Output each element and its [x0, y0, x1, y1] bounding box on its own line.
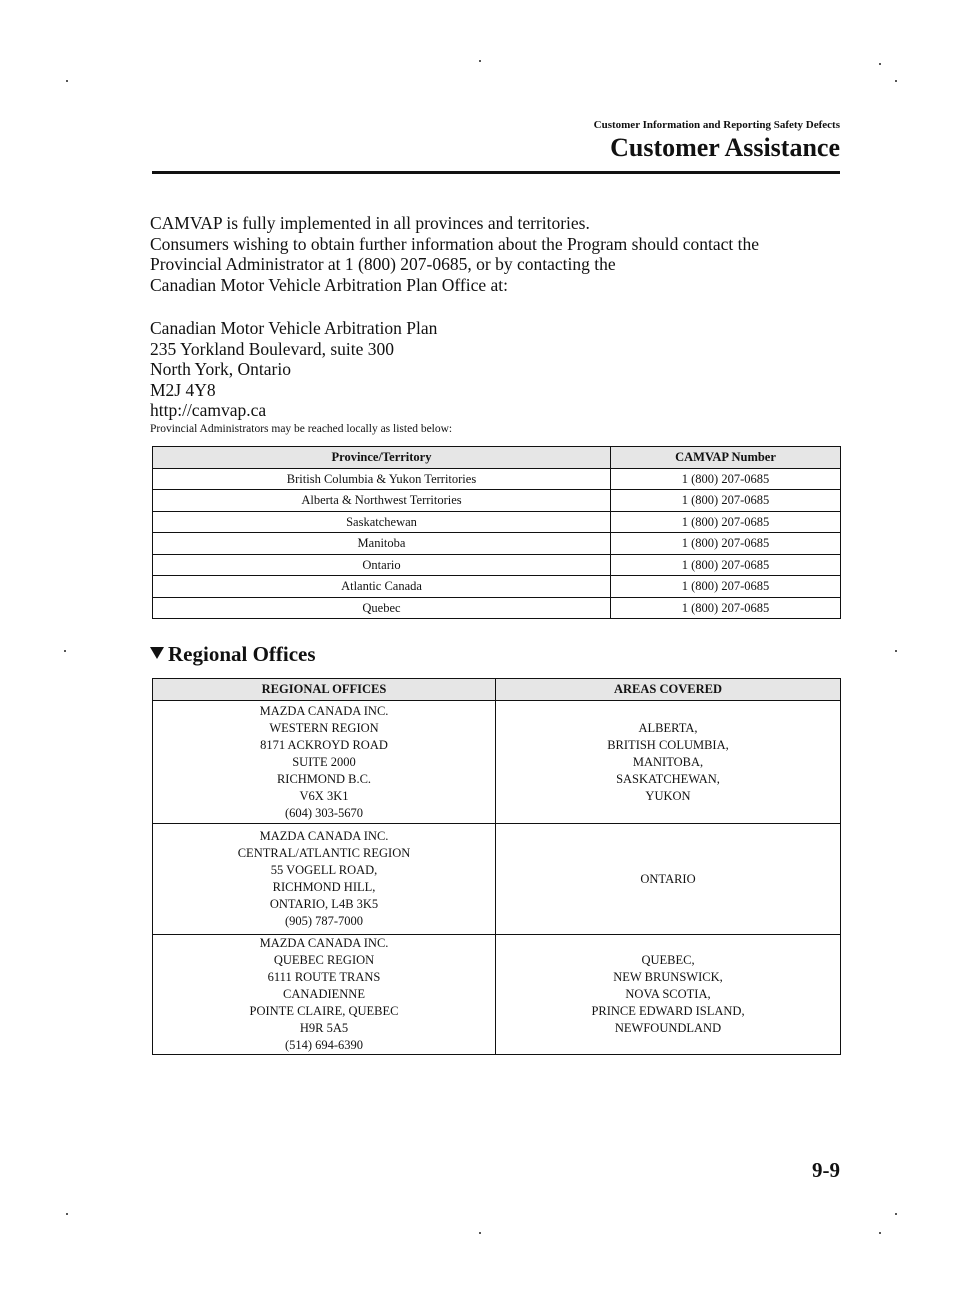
- areas-cell: ONTARIO: [496, 824, 841, 935]
- admin-note: Provincial Administrators may be reached locally as listed below:: [150, 423, 453, 435]
- crop-mark: [895, 650, 897, 652]
- province-cell: Alberta & Northwest Territories: [153, 490, 611, 512]
- province-cell: Manitoba: [153, 533, 611, 555]
- column-header: CAMVAP Number: [611, 447, 841, 469]
- column-header: REGIONAL OFFICES: [153, 679, 496, 701]
- intro-line: Canadian Motor Vehicle Arbitration Plan Office at:: [150, 274, 509, 295]
- crop-mark: [479, 60, 481, 62]
- phone-cell: 1 (800) 207-0685: [611, 533, 841, 555]
- province-cell: Saskatchewan: [153, 511, 611, 533]
- regional-offices-heading: [150, 642, 316, 667]
- crop-mark: [879, 63, 881, 65]
- crop-mark: [66, 1213, 68, 1215]
- intro-paragraph: [150, 213, 850, 295]
- phone-cell: 1 (800) 207-0685: [611, 576, 841, 598]
- areas-cell: QUEBEC, NEW BRUNSWICK, NOVA SCOTIA, PRINCE EDWARD ISLAND, NEWFOUNDLAND: [496, 935, 841, 1055]
- crop-mark: [479, 1232, 481, 1234]
- address-url[interactable]: http://camvap.ca: [150, 400, 267, 420]
- table-row: [153, 511, 841, 533]
- intro-line: Provincial Administrator at 1 (800) 207-0685, or by contacting the: [150, 254, 616, 274]
- address-city: North York, Ontario: [150, 359, 291, 379]
- areas-cell: ALBERTA, BRITISH COLUMBIA, MANITOBA, SASKATCHEWAN, YUKON: [496, 701, 841, 824]
- office-cell: MAZDA CANADA INC. QUEBEC REGION 6111 ROUTE TRANS CANADIENNE POINTE CLAIRE, QUEBEC H9R 5A5 (514) 694-6390: [153, 935, 496, 1055]
- section-title: Customer Information and Reporting Safety Defects: [593, 119, 840, 131]
- header-rule: [152, 171, 840, 174]
- triangle-bullet-icon: [150, 647, 164, 659]
- address-street: 235 Yorkland Boulevard, suite 300: [150, 338, 395, 359]
- office-cell: MAZDA CANADA INC. CENTRAL/ATLANTIC REGION 55 VOGELL ROAD, RICHMOND HILL, ONTARIO, L4B 3K5 (905) 787-7000: [153, 824, 496, 935]
- crop-mark: [66, 80, 68, 82]
- crop-mark: [64, 650, 66, 652]
- province-cell: British Columbia & Yukon Territories: [153, 468, 611, 490]
- table-row: [153, 576, 841, 598]
- table-row: [153, 597, 841, 619]
- intro-line: Consumers wishing to obtain further information about the Program should contact the: [150, 233, 759, 254]
- province-table: [152, 446, 841, 619]
- crop-mark: [895, 1213, 897, 1215]
- crop-mark: [895, 80, 897, 82]
- province-cell: Atlantic Canada: [153, 576, 611, 598]
- table-row: [153, 554, 841, 576]
- chapter-title: Customer Assistance: [610, 133, 840, 162]
- phone-cell: 1 (800) 207-0685: [611, 511, 841, 533]
- table-header-row: [153, 679, 841, 701]
- camvap-address: [150, 318, 850, 421]
- table-row: [153, 701, 841, 824]
- table-row: [153, 490, 841, 512]
- phone-cell: 1 (800) 207-0685: [611, 490, 841, 512]
- province-cell: Quebec: [153, 597, 611, 619]
- table-row: [153, 935, 841, 1055]
- page-number: 9-9: [812, 1158, 840, 1182]
- address-postal: M2J 4Y8: [150, 379, 216, 400]
- phone-cell: 1 (800) 207-0685: [611, 468, 841, 490]
- table-header-row: [153, 447, 841, 469]
- regional-offices-title: Regional Offices: [168, 642, 316, 666]
- table-row: [153, 533, 841, 555]
- table-row: [153, 824, 841, 935]
- crop-mark: [879, 1232, 881, 1234]
- regional-offices-table: [152, 678, 841, 1055]
- column-header: Province/Territory: [153, 447, 611, 469]
- table-row: [153, 468, 841, 490]
- office-cell: MAZDA CANADA INC. WESTERN REGION 8171 ACKROYD ROAD SUITE 2000 RICHMOND B.C. V6X 3K1 (604) 303-5670: [153, 701, 496, 824]
- phone-cell: 1 (800) 207-0685: [611, 597, 841, 619]
- intro-line: CAMVAP is fully implemented in all provinces and territories.: [150, 213, 590, 233]
- province-cell: Ontario: [153, 554, 611, 576]
- address-name: Canadian Motor Vehicle Arbitration Plan: [150, 318, 438, 338]
- phone-cell: 1 (800) 207-0685: [611, 554, 841, 576]
- column-header: AREAS COVERED: [496, 679, 841, 701]
